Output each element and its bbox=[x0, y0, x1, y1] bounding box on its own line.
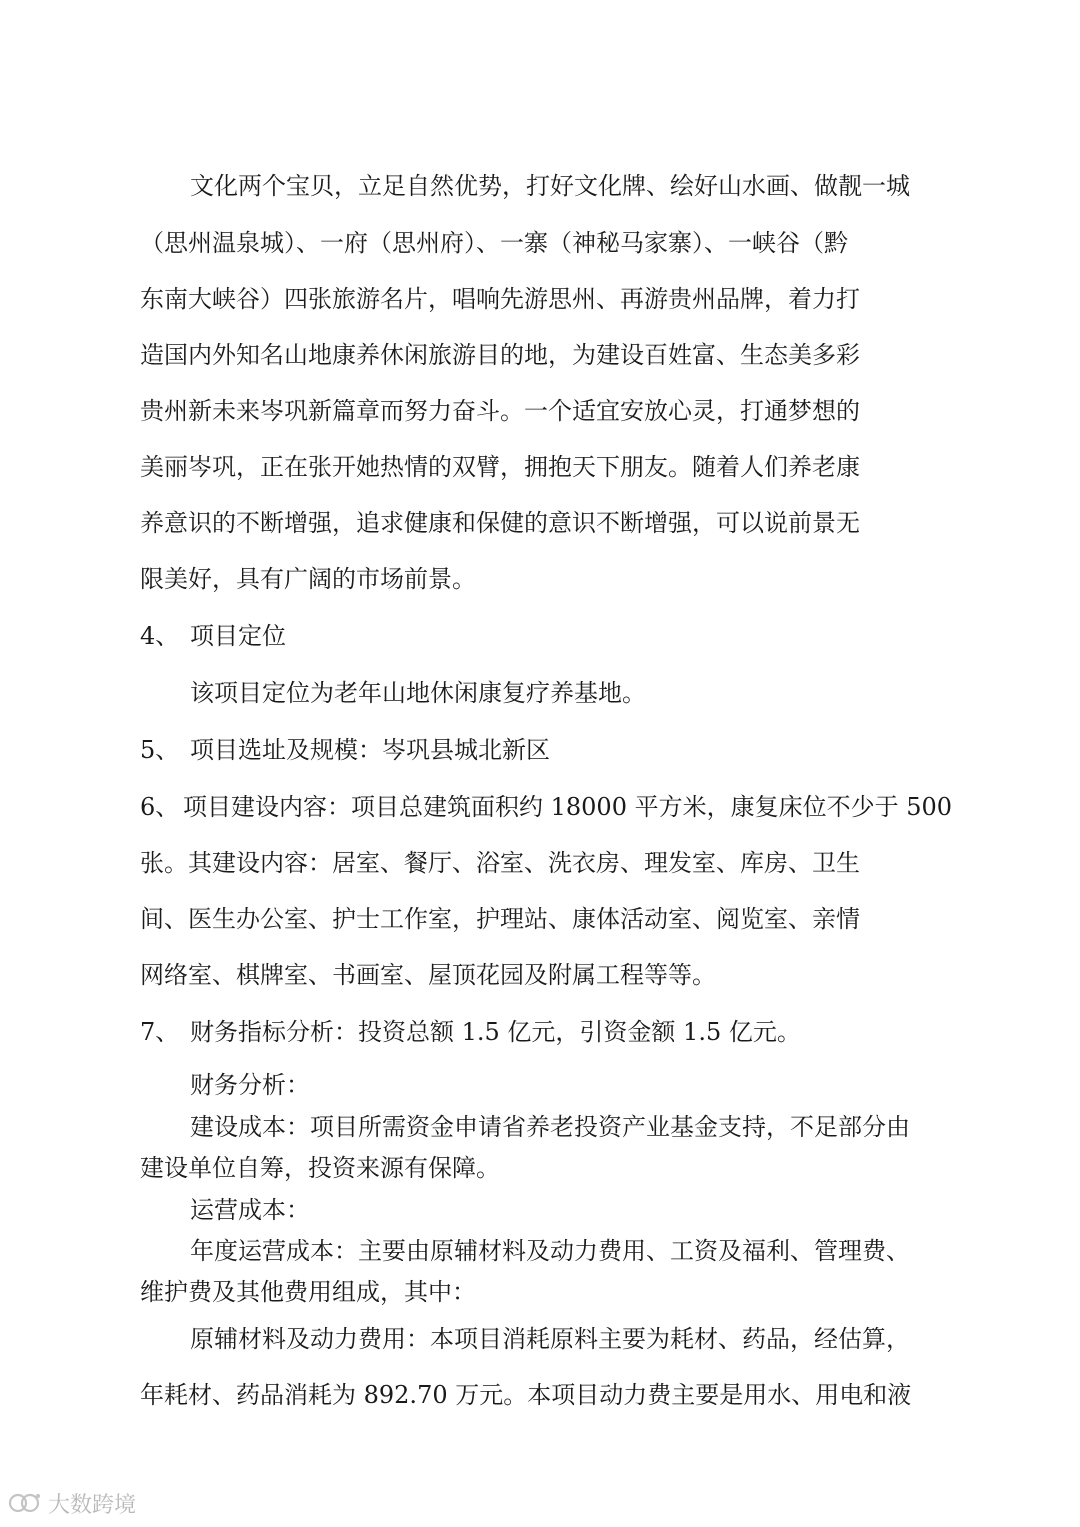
build-cost-line: 建设单位自筹，投资来源有保障。 bbox=[140, 1154, 500, 1182]
item-6-line: 间、医生办公室、护士工作室，护理站、康体活动室、阅览室、亲情 bbox=[140, 905, 860, 933]
item-6-heading: 项目建设内容：项目总建筑面积约 18000 平方米，康复床位不少于 500 bbox=[183, 793, 953, 821]
paragraph-line: 造国内外知名山地康养休闲旅游目的地，为建设百姓富、生态美多彩 bbox=[140, 341, 860, 369]
material-cost-line: 年耗材、药品消耗为 892.70 万元。本项目动力费主要是用水、用电和液 bbox=[140, 1381, 912, 1409]
paragraph-line: 贵州新未来岑巩新篇章而努力奋斗。一个适宜安放心灵，打通梦想的 bbox=[140, 397, 860, 425]
item-7-number: 7、 bbox=[140, 1018, 180, 1046]
item-4-number: 4、 bbox=[140, 622, 180, 650]
item-5-number: 5、 bbox=[140, 736, 180, 764]
item-4-heading: 项目定位 bbox=[190, 622, 286, 650]
finance-heading: 财务分析： bbox=[190, 1071, 310, 1099]
annual-cost-line: 年度运营成本：主要由原辅材料及动力费用、工资及福利、管理费、 bbox=[190, 1237, 910, 1265]
item-6-line: 张。其建设内容：居室、餐厅、浴室、洗衣房、理发室、库房、卫生 bbox=[140, 849, 860, 877]
paragraph-line: 文化两个宝贝，立足自然优势，打好文化牌、绘好山水画、做靓一城 bbox=[190, 172, 910, 200]
paragraph-line: （思州温泉城）、一府（思州府）、一寨（神秘马家寨）、一峡谷（黔 bbox=[140, 229, 848, 257]
watermark bbox=[8, 1488, 136, 1518]
material-cost-line: 原辅材料及动力费用：本项目消耗原料主要为耗材、药品，经估算， bbox=[190, 1325, 910, 1353]
build-cost-line: 建设成本：项目所需资金申请省养老投资产业基金支持，不足部分由 bbox=[190, 1113, 910, 1141]
operating-cost-heading: 运营成本： bbox=[190, 1196, 310, 1224]
watermark-text: 大数跨境 bbox=[48, 1492, 137, 1518]
item-4-body: 该项目定位为老年山地休闲康复疗养基地。 bbox=[190, 679, 646, 707]
item-6-number: 6、 bbox=[140, 793, 180, 821]
annual-cost-line: 维护费及其他费用组成，其中： bbox=[140, 1278, 476, 1306]
paragraph-line: 养意识的不断增强，追求健康和保健的意识不断增强，可以说前景无 bbox=[140, 509, 860, 537]
paragraph-line: 美丽岑巩，正在张开她热情的双臂，拥抱天下朋友。随着人们养老康 bbox=[140, 453, 860, 481]
item-6-line: 网络室、棋牌室、书画室、屋顶花园及附属工程等等。 bbox=[140, 961, 716, 989]
paragraph-line: 限美好，具有广阔的市场前景。 bbox=[140, 565, 476, 593]
link-logo-icon bbox=[8, 1491, 42, 1515]
item-5-heading: 项目选址及规模：岑巩县城北新区 bbox=[190, 736, 550, 764]
paragraph-line: 东南大峡谷）四张旅游名片，唱响先游思州、再游贵州品牌，着力打 bbox=[140, 285, 860, 313]
item-7-heading: 财务指标分析：投资总额 1.5 亿元，引资金额 1.5 亿元。 bbox=[190, 1018, 801, 1046]
